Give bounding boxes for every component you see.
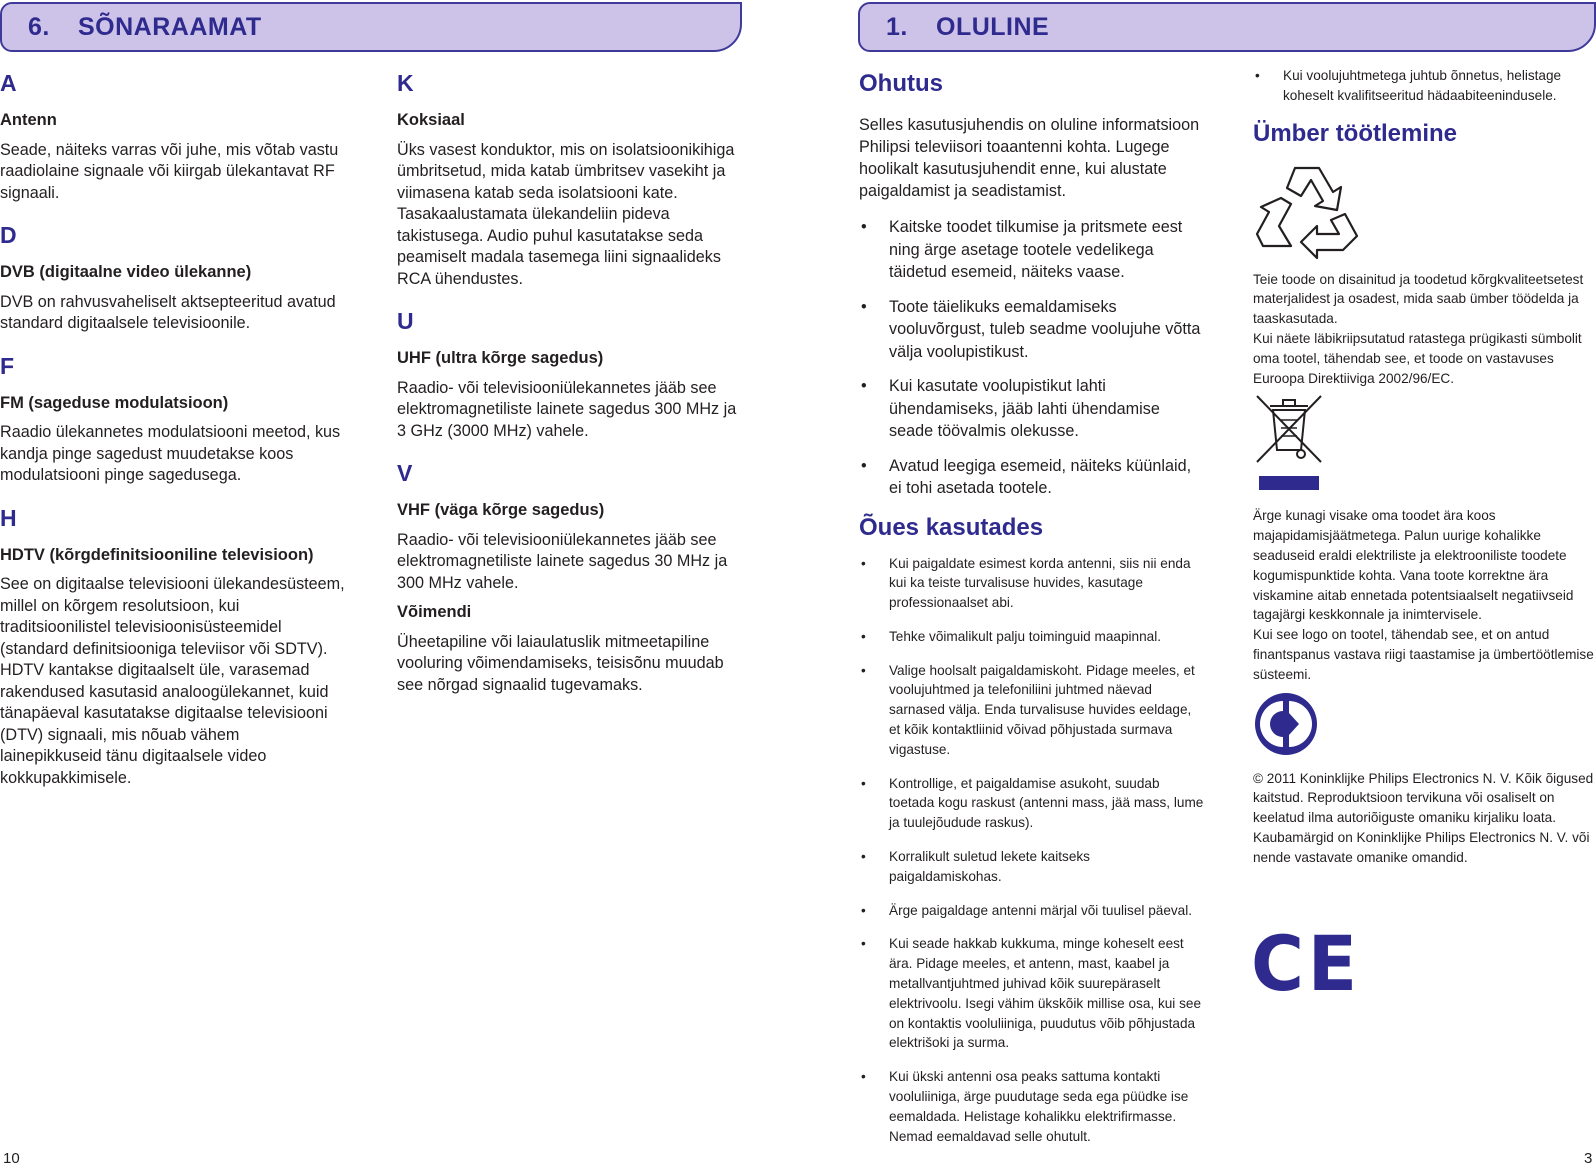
recycling-paragraph: Kui näete läbikriipsutatud ratastega prügikasti sümbolit oma tootel, tähendab see, et toode on vastavuses Euroopa Direktiiviga 2002/96/EC. bbox=[1253, 330, 1582, 386]
chapter-number: 6. bbox=[28, 13, 50, 41]
glossary-definition: Üheetapiline või laiaulatuslik mitmeetapiline vooluring võimendamiseks, teisisõnu muudab see nõrgad signaalid tugevamaks. bbox=[397, 632, 724, 694]
list-item: • Avatud leegiga esemeid, näiteks küünlaid, ei tohi asetada tootele. bbox=[859, 455, 1204, 500]
list-item: • Kui kasutate voolupistikut lahti ühendamiseks, jääb lahti ühendamise seade töövalmis olekusse. bbox=[859, 375, 1204, 443]
glossary-term: FM (sageduse modulatsioon) bbox=[0, 393, 229, 412]
chapter-banner-glossary bbox=[0, 2, 742, 52]
recycling-column bbox=[1251, 66, 1596, 1008]
glossary-letter: F bbox=[0, 352, 15, 379]
chapter-title: OLULINE bbox=[936, 13, 1050, 41]
list-item: • Valige hoolsalt paigaldamiskoht. Pidage meeles, et voolujuhtmed ja telefoniliini juhtmed näevad sarnased välja. Enda turvalisuse huvides eeldage, et kõik kontaktliinid võivad põhjustada surmava vigastuse. bbox=[859, 661, 1204, 760]
power-line-bullet-list bbox=[1253, 66, 1596, 106]
list-item: • Ärge paigaldage antenni märjal või tuulisel päeval. bbox=[859, 901, 1204, 921]
glossary-letter: A bbox=[0, 70, 17, 96]
list-item: • Korralikult suletud lekete kaitseks paigaldamiskohas. bbox=[859, 847, 1204, 887]
recycle-icon bbox=[1255, 160, 1359, 260]
glossary-term: Antenn bbox=[0, 111, 57, 129]
recycling-paragraph: Teie toode on disainitud ja toodetud kõrgkvaliteetsetest materjalidest ja osadest, mida saab ümber töödelda ja taaskasutada. bbox=[1253, 271, 1584, 327]
section-heading-recycling: Ümber töötlemine bbox=[1253, 119, 1458, 147]
glossary-letter: V bbox=[397, 460, 413, 486]
list-item: • Kui voolujuhtmetega juhtub õnnetus, helistage koheselt kvalifitseeritud hädaabiteenindusele. bbox=[1253, 66, 1596, 106]
glossary-definition: See on digitaalse televisiooni ülekandesüsteem, millel on kõrgem resolutsioon, kui traditsioonilistel televisioonisüsteemidel (standard definitsiooniga televiisor või SDTV). HDTV kantakse digitaalselt üle, varasemad rakendused kasutasid analoogülekannet, kuid tänapäeval kasutatakse digitaalse televisiooni (DTV) signaali, mis nõuab vähem lainepikkuseid tänu digitaalsele video kokkupakkimisele. bbox=[0, 575, 345, 787]
glossary-term: HDTV (kõrgdefinitsiooniline televisioon) bbox=[0, 545, 314, 564]
list-item: • Toote täielikuks eemaldamiseks vooluvõrgust, tuleb seadme voolujuhe võtta välja voolupistikust. bbox=[859, 296, 1204, 364]
list-item: • Kaitske toodet tilkumise ja pritsmete eest ning ärge asetage tootele vedelikega täidetud esemeid, näiteks vaase. bbox=[859, 216, 1204, 284]
safety-intro: Selles kasutusjuhendis on oluline informatsioon Philipsi televiisori toaantenni kohta. Lugege hoolikalt kasutusjuhendit enne, kui alustate paigaldamist ja seadistamist. bbox=[859, 116, 1200, 200]
list-item: • Kui ükski antenni osa peaks sattuma kontakti vooluliiniga, ärge puudutage seda ega püüdke ise eemaldada. Helistage kohalikku elektrifirmasse. Nemad eemaldavad selle ohutult. bbox=[859, 1067, 1204, 1146]
list-item: • Kui seade hakkab kukkuma, minge koheselt eest ära. Pidage meeles, et antenn, mast, kaabel ja metallvantjuhtmed juhivad kõik suurepäraselt elektrivoolu. Isegi vähim ükskõik millise osa, kui see on kontaktis vooluliiniga, puudutus võib põhjustada elektrišoki ja surma. bbox=[859, 934, 1204, 1053]
glossary-term: DVB (digitaalne video ülekanne) bbox=[0, 263, 252, 281]
glossary-term: Võimendi bbox=[397, 603, 472, 621]
glossary-definition: Seade, näiteks varras või juhe, mis võtab vastu raadiolaine signaale või kiirgab ülekantavat RF signaali. bbox=[0, 140, 339, 202]
glossary-definition: DVB on rahvusvaheliselt aktsepteeritud avatud standard digitaalsele televisioonile. bbox=[0, 292, 336, 332]
copyright-text: © 2011 Koninklijke Philips Electronics N. V. Kõik õigused kaitstud. Reproduktsioon tervikuna või osaliselt on keelatud ilma autoriõiguste omaniku kirjaliku loata. Kaubamärgid on Koninklijke Philips Electronics N. V. või nende vastavate omanike omandid. bbox=[1253, 770, 1594, 865]
safety-bullet-list bbox=[859, 216, 1204, 500]
crossed-wheelie-bin-icon bbox=[1253, 392, 1325, 496]
list-item: • Tehke võimalikult palju toiminguid maapinnal. bbox=[859, 627, 1204, 647]
glossary-definition: Raadio- või televisiooniülekannetes jääb see elektromagnetiliste lainete sagedus 30 MHz ja 300 MHz vahele. bbox=[397, 530, 728, 592]
page-number-left: 10 bbox=[3, 1150, 20, 1167]
glossary-definition: Üks vasest konduktor, mis on isolatsioonikihiga ümbritsetud, mida katab ümbritsev vasekiht ja viimasena katab seda isolatsiooni kate. Tasakaalustamata ülekandeliin pideva takistusega. Audio puhul kasutatakse seda peamiselt madala tasemega liini signaalideks RCA ühendustes. bbox=[397, 140, 735, 288]
page-number-right: 3 bbox=[1584, 1150, 1593, 1167]
recycling-paragraph: Kui see logo on tootel, tähendab see, et on antud finantspanus vastava riigi taastamise ja ümbertöötlemise süsteemi. bbox=[1253, 627, 1594, 682]
glossary-letter: K bbox=[397, 70, 414, 96]
glossary-definition: Raadio- või televisiooniülekannetes jääb see elektromagnetiliste lainete sagedus 300 MHz ja 3 GHz (3000 MHz) vahele. bbox=[397, 378, 737, 440]
glossary-definition: Raadio ülekannetes modulatsiooni meetod, kus kandja pinge sagedust muudetakse koos modulatsiooni pinge sagedusega. bbox=[0, 423, 341, 484]
recycling-paragraph: Ärge kunagi visake oma toodet ära koos majapidamisjäätmetega. Palun uurige kohalikke seaduseid eraldi elektriliste ja elektrooniliste toodete kogumispunktide kohta. Vana toote korrektne ära viskamine aitab ennetada potentsiaalselt negatiivseid tagajärgi keskkonnale ja inimtervisele. bbox=[1253, 508, 1574, 623]
glossary-term: Koksiaal bbox=[397, 111, 465, 129]
outdoor-bullet-list bbox=[859, 554, 1204, 1147]
list-item: • Kui paigaldate esimest korda antenni, siis nii enda kui ka teiste turvalisuse huvides, kasutage professionaalset abi. bbox=[859, 554, 1204, 613]
chapter-banner-important bbox=[858, 2, 1596, 52]
glossary-term: UHF (ultra kõrge sagedus) bbox=[397, 349, 604, 367]
section-heading-outdoor: Õues kasutades bbox=[859, 513, 1044, 541]
safety-column bbox=[859, 70, 1204, 1160]
ce-mark-icon: CE bbox=[1251, 918, 1361, 1008]
section-heading-safety: Ohutus bbox=[859, 70, 943, 97]
chapter-number: 1. bbox=[886, 13, 908, 41]
list-item: • Kontrollige, et paigaldamise asukoht, suudab toetada kogu raskust (antenni mass, jää mass, lume ja tuulejõudude raskus). bbox=[859, 774, 1204, 833]
glossary-letter: H bbox=[0, 504, 17, 531]
glossary-term: VHF (väga kõrge sagedus) bbox=[397, 501, 605, 519]
glossary-column-1 bbox=[0, 70, 345, 789]
glossary-column-2 bbox=[397, 70, 742, 696]
green-dot-icon bbox=[1253, 691, 1319, 757]
glossary-letter: D bbox=[0, 222, 17, 248]
chapter-title: SÕNARAAMAT bbox=[78, 13, 262, 41]
glossary-letter: U bbox=[397, 308, 414, 334]
